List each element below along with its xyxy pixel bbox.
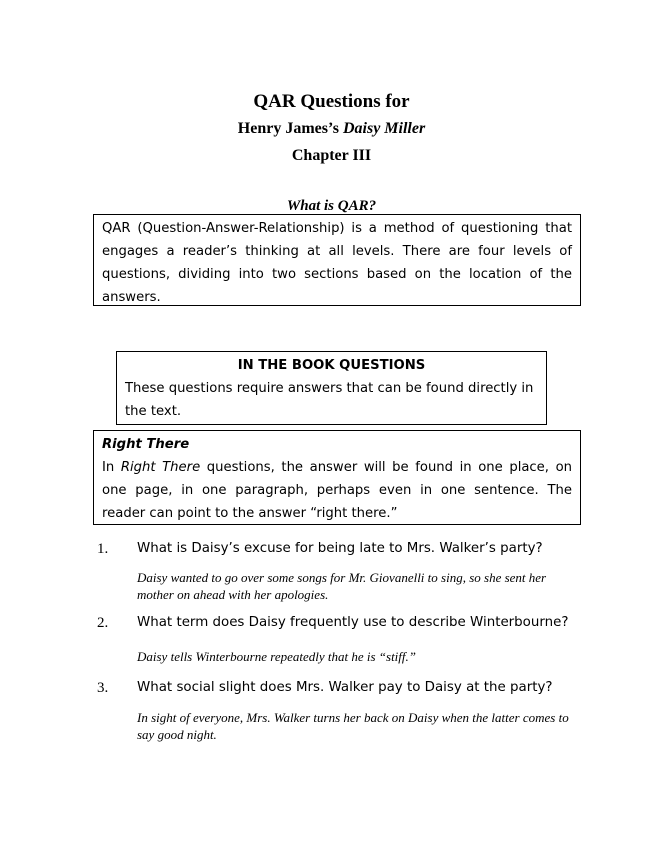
- author-work-line: [0, 120, 663, 138]
- qar-definition-text: QAR (Question-Answer-Relationship) is a method of questioning that engages a reader’s thinking at all levels. There are four levels of questions, dividing into two sections based on the location of the answers.: [102, 221, 572, 305]
- right-there-term: Right There: [120, 460, 201, 475]
- chapter-heading: Chapter III: [291, 147, 372, 164]
- question-text: What term does Daisy frequently use to describe Winterbourne?: [137, 615, 569, 630]
- question-number: 2.: [97, 615, 109, 631]
- what-is-qar-heading: What is QAR?: [286, 198, 377, 214]
- answer-text: In sight of everyone, Mrs. Walker turns her back on Daisy when the latter comes to say good night.: [137, 710, 569, 742]
- right-there-heading: Right There: [102, 437, 190, 452]
- in-the-book-text: These questions require answers that can be found directly in the text.: [125, 381, 534, 419]
- right-there-text-rest: questions, the answer will be found in one place, on one page, in one paragraph, perhaps even in one sentence. The reader can point to the answer “right there.”: [102, 460, 572, 521]
- answer-text: Daisy wanted to go over some songs for Mr. Giovanelli to sing, so she sent her mother on ahead with her apologies.: [137, 570, 547, 602]
- right-there-text: [102, 456, 572, 525]
- right-there-box: [93, 430, 581, 525]
- page-title: QAR Questions for: [253, 91, 410, 112]
- in-the-book-heading: IN THE BOOK QUESTIONS: [237, 358, 426, 373]
- qar-definition-box: [93, 214, 581, 306]
- work-title: Daisy Miller: [342, 120, 426, 137]
- question-number: 3.: [97, 680, 109, 696]
- in-the-book-box: [116, 351, 547, 425]
- question-text: What social slight does Mrs. Walker pay to Daisy at the party?: [137, 680, 553, 695]
- right-there-text-prefix: In: [102, 460, 121, 475]
- author-prefix: Henry James’s: [237, 120, 343, 137]
- question-number: 1.: [97, 541, 109, 557]
- question-text: What is Daisy’s excuse for being late to Mrs. Walker’s party?: [137, 541, 543, 556]
- answer-text: Daisy tells Winterbourne repeatedly that he is “stiff.”: [137, 649, 416, 664]
